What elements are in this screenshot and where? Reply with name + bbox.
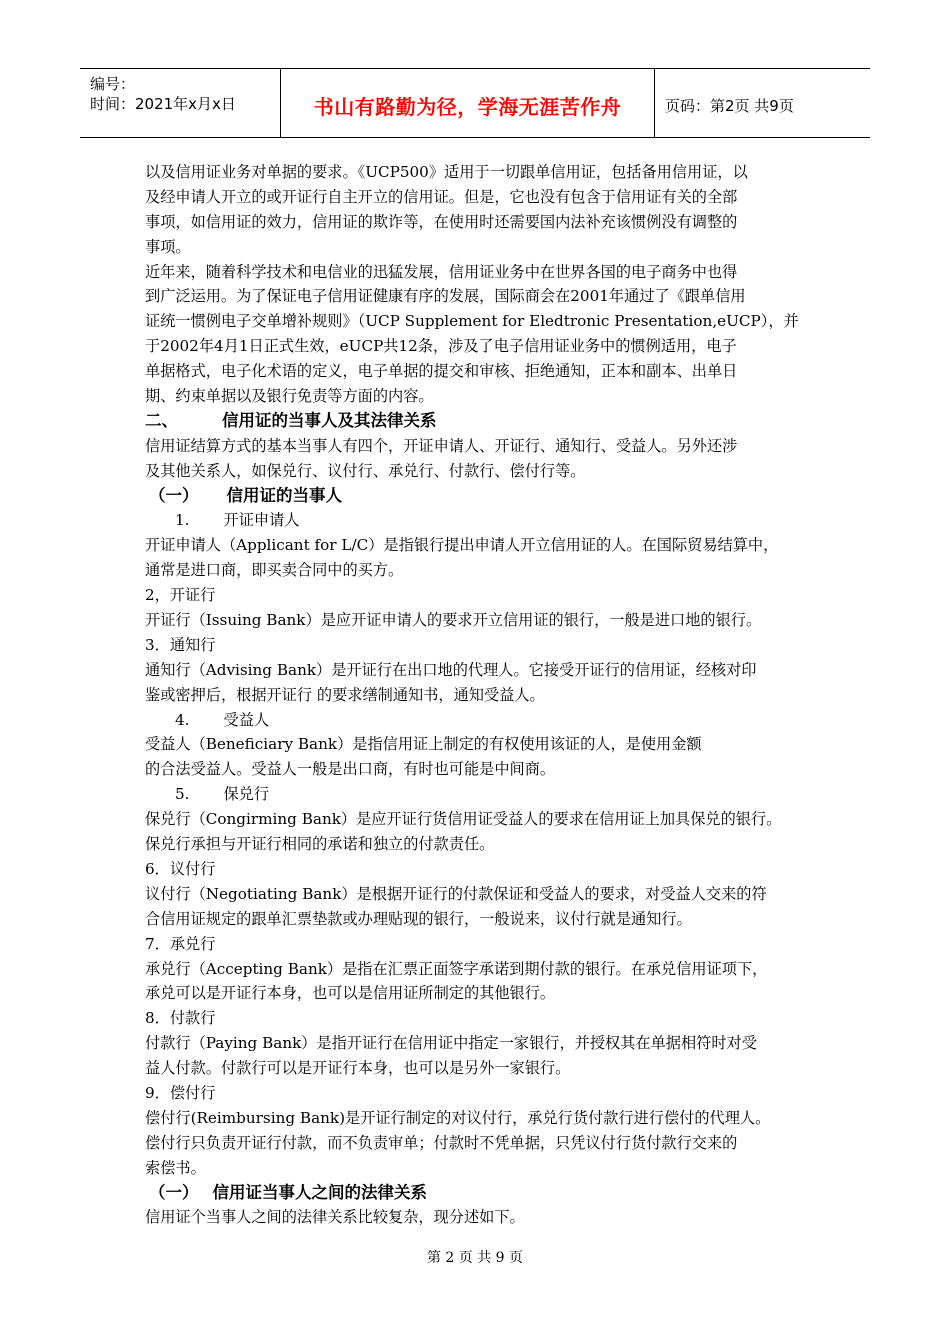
paragraph-line: 保兑行承担与开证行相同的承诺和独立的付款责任。 xyxy=(145,835,495,854)
subsection-number: （一） xyxy=(149,485,199,505)
section-title: 信用证的当事人及其法律关系 xyxy=(222,410,437,430)
paragraph-line: 开证行（Issuing Bank）是应开证申请人的要求开立信用证的银行，一般是进口地的银行。 xyxy=(145,611,762,630)
paragraph-line: 承兑可以是开证行本身，也可以是信用证所制定的其他银行。 xyxy=(145,984,556,1003)
item-heading xyxy=(145,782,817,807)
header-page-cell xyxy=(655,69,870,137)
paragraph-line: 证统一惯例电子交单增补规则》（UCP Supplement for Eledtronic Presentation,eUCP），并 xyxy=(145,312,799,331)
paragraph-line: 索偿书。 xyxy=(145,1158,206,1177)
paragraph-line: 议付行（Negotiating Bank）是根据开证行的付款保证和受益人的要求，对受益人交来的符 xyxy=(145,884,767,903)
header-meta-cell xyxy=(80,69,281,137)
item-heading: 3．通知行 xyxy=(145,635,216,654)
item-number: 5. xyxy=(175,785,190,804)
paragraph-line: 事项。 xyxy=(145,237,191,256)
paragraph-line: 开证申请人（Applicant for L/C）是指银行提出申请人开立信用证的人。在国际贸易结算中， xyxy=(145,536,779,555)
subsection-title: 信用证当事人之间的法律关系 xyxy=(212,1182,427,1202)
paragraph-line: 单据格式，电子化术语的定义，电子单据的提交和审核、拒绝通知，正本和副本、出单日 xyxy=(145,362,738,381)
paragraph-line: 以及信用证业务对单据的要求。《UCP500》适用于一切跟单信用证，包括备用信用证，以 xyxy=(145,163,748,181)
section-heading xyxy=(145,409,817,434)
paragraph-line: 偿付行(Reimbursing Bank)是开证行制定的对议付行，承兑行货付款行进行偿付的代理人。 xyxy=(145,1108,771,1127)
paragraph-line: 到广泛运用。为了保证电子信用证健康有序的发展，国际商会在2001年通过了《跟单信用 xyxy=(145,287,746,306)
paragraph-line: 益人付款。付款行可以是开证行本身，也可以是另外一家银行。 xyxy=(145,1059,571,1078)
paragraph-line: 及其他关系人，如保兑行、议付行、承兑行、付款行、偿付行等。 xyxy=(145,461,586,480)
paragraph-line: 近年来，随着科学技术和电信业的迅猛发展，信用证业务中在世界各国的电子商务中也得 xyxy=(145,262,738,281)
item-heading: 9．偿付行 xyxy=(145,1083,216,1102)
paragraph-line: 合信用证规定的跟单汇票垫款或办理贴现的银行，一般说来，议付行就是通知行。 xyxy=(145,909,692,928)
paragraph-line: 通知行（Advising Bank）是开证行在出口地的代理人。它接受开证行的信用证，经核对印 xyxy=(145,660,757,679)
item-title: 保兑行 xyxy=(223,785,270,804)
header-page-info: 页码：第2页 共9页 xyxy=(665,97,794,115)
item-heading: 8．付款行 xyxy=(145,1009,216,1028)
subsection-heading xyxy=(145,484,817,509)
paragraph-line: 于2002年4月1日正式生效，eUCP共12条，涉及了电子信用证业务中的惯例适用，电子 xyxy=(145,337,737,356)
item-heading: 7．承兑行 xyxy=(145,934,216,953)
subsection-number: （一） xyxy=(149,1182,199,1202)
header-motto-cell xyxy=(281,69,655,137)
paragraph-line: 的合法受益人。受益人一般是出口商，有时也可能是中间商。 xyxy=(145,760,556,779)
item-title: 开证申请人 xyxy=(223,511,300,530)
item-heading xyxy=(145,708,817,733)
paragraph-line: 通常是进口商，即买卖合同中的买方。 xyxy=(145,561,404,580)
paragraph-line: 付款行（Paying Bank）是指开证行在信用证中指定一家银行，并授权其在单据相符时对受 xyxy=(145,1034,757,1053)
item-heading: 6．议付行 xyxy=(145,859,216,878)
page-footer: 第 2 页 共 9 页 xyxy=(426,1250,524,1266)
document-number: 编号： xyxy=(90,75,136,93)
page-header xyxy=(80,68,870,138)
item-heading: 2，开证行 xyxy=(145,586,216,605)
header-motto: 书山有路勤为径，学海无涯苦作舟 xyxy=(313,95,622,119)
document-body xyxy=(145,160,817,1230)
paragraph-line: 信用证个当事人之间的法律关系比较复杂，现分述如下。 xyxy=(145,1208,525,1227)
paragraph-line: 保兑行（Congirming Bank）是应开证行货信用证受益人的要求在信用证上加具保兑的银行。 xyxy=(145,810,782,829)
item-number: 4. xyxy=(175,710,190,729)
item-heading xyxy=(145,508,817,533)
subsection-heading xyxy=(145,1181,817,1206)
item-title: 受益人 xyxy=(223,710,270,729)
paragraph-line: 及经申请人开立的或开证行自主开立的信用证。但是，它也没有包含于信用证有关的全部 xyxy=(145,187,738,206)
paragraph-line: 信用证结算方式的基本当事人有四个，开证申请人、开证行、通知行、受益人。另外还涉 xyxy=(145,436,738,455)
paragraph-line: 受益人（Beneficiary Bank）是指信用证上制定的有权使用该证的人，是使用金额 xyxy=(145,735,702,754)
paragraph-line: 事项，如信用证的效力，信用证的欺诈等，在使用时还需要国内法补充该惯例没有调整的 xyxy=(145,212,738,231)
document-date: 时间：2021年x月x日 xyxy=(90,95,236,113)
section-number: 二、 xyxy=(145,410,178,430)
paragraph-line: 偿付行只负责开证行付款，而不负责审单；付款时不凭单据，只凭议付行货付款行交来的 xyxy=(145,1133,738,1152)
paragraph-line: 鉴或密押后，根据开证行 的要求缮制通知书，通知受益人。 xyxy=(145,685,545,704)
paragraph-line: 承兑行（Accepting Bank）是指在汇票正面签字承诺到期付款的银行。在承兑信用证项下， xyxy=(145,959,768,978)
subsection-title: 信用证的当事人 xyxy=(226,485,342,505)
paragraph-line: 期、约束单据以及银行免责等方面的内容。 xyxy=(145,387,434,406)
item-number: 1. xyxy=(175,511,190,530)
